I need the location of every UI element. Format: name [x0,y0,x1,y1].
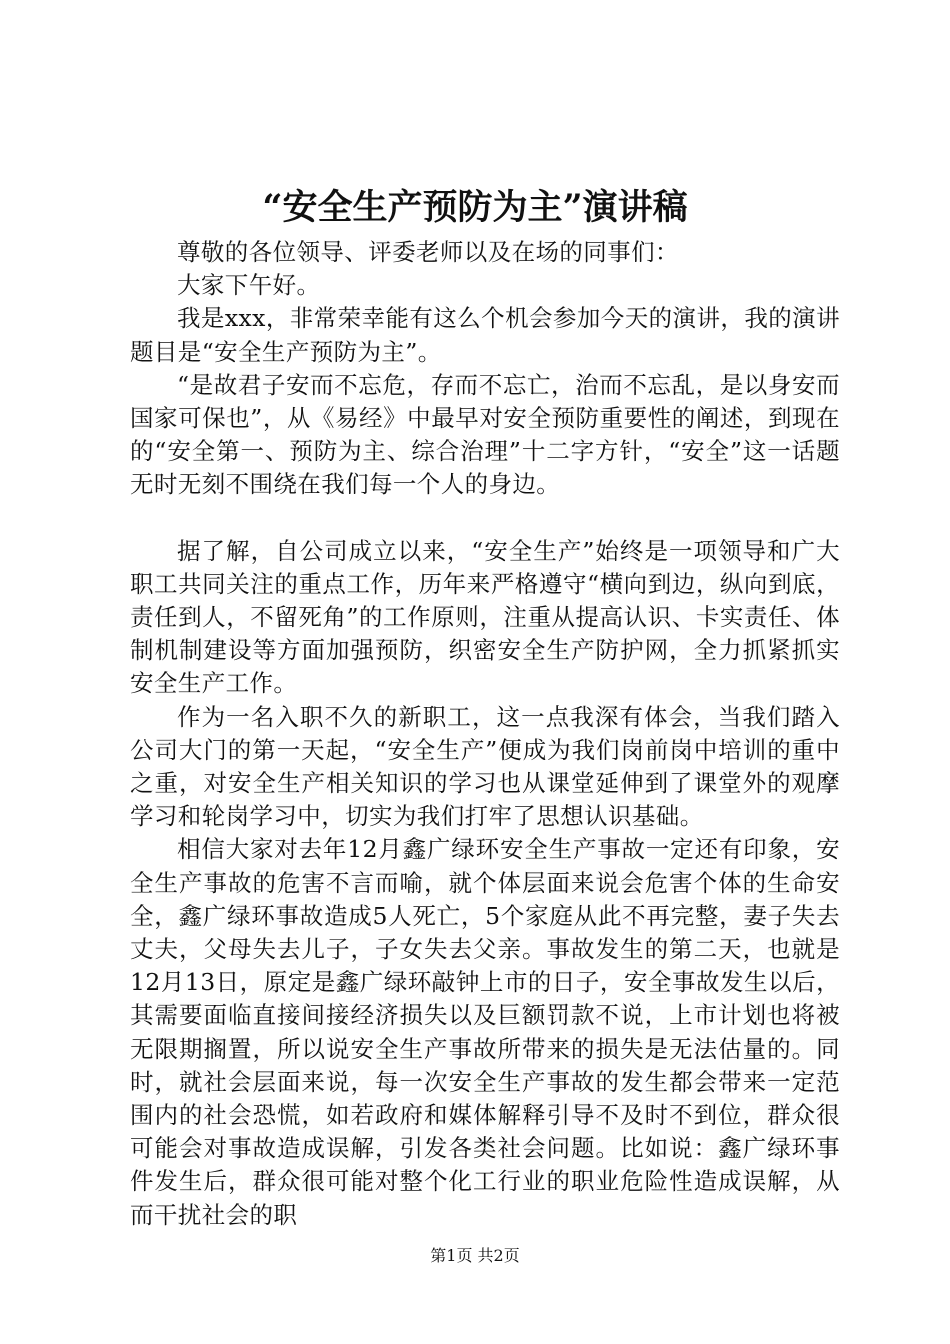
page-footer: 第1页 共2页 [430,1246,520,1265]
paragraph-greeting: 大家下午好。 [177,271,321,300]
paragraph-new-employee: 作为一名入职不久的新职工，这一点我深有体会，当我们踏入公司大门的第一天起，“安全生产”便成为我们岗前岗中培训的重中之重，对安全生产相关知识的学习也从课堂延伸到了课堂外的观摩学习和轮岗学习中，切实为我们打牢了思想认识基础。 [130,702,840,831]
paragraph-company-safety: 据了解，自公司成立以来，“安全生产”始终是一项领导和广大职工共同关注的重点工作，历年来严格遵守“横向到边，纵向到底，责任到人，不留死角”的工作原则，注重从提高认识、卡实责任、体制机制建设等方面加强预防，织密安全生产防护网，全力抓紧抓实安全生产工作。 [130,536,840,698]
page-title: “安全生产预防为主”演讲稿 [262,187,688,228]
paragraph-introduction: 我是xxx，非常荣幸能有这么个机会参加今天的演讲，我的演讲题目是“安全生产预防为主”。 [130,304,840,366]
paragraph-accident: 相信大家对去年12月鑫广绿环安全生产事故一定还有印象，安全生产事故的危害不言而喻，就个体层面来说会危害个体的生命安全，鑫广绿环事故造成5人死亡，5个家庭从此不再完整，妻子失去丈夫，父母失去儿子，子女失去父亲。事故发生的第二天，也就是12月13日，原定是鑫广绿环敲钟上市的日子，安全事故发生以后，其需要面临直接间接经济损失以及巨额罚款不说，上市计划也将被无限期搁置，所以说安全生产事故所带来的损失是无法估量的。同时，就社会层面来说，每一次安全生产事故的发生都会带来一定范围内的社会恐慌，如若政府和媒体解释引导不及时不到位，群众很可能会对事故造成误解，引发各类社会问题。比如说：鑫广绿环事件发生后，群众很可能对整个化工行业的职业危险性造成误解，从而干扰社会的职 [130,835,840,1229]
paragraph-quote: “是故君子安而不忘危，存而不忘亡，治而不忘乱，是以身安而国家可保也”，从《易经》中最早对安全预防重要性的阐述，到现在的“安全第一、预防为主、综合治理”十二字方针，“安全”这一话题无时无刻不围绕在我们每一个人的身边。 [130,370,840,499]
document-body [130,236,840,1232]
paragraph-salutation: 尊敬的各位领导、评委老师以及在场的同事们： [177,238,679,266]
